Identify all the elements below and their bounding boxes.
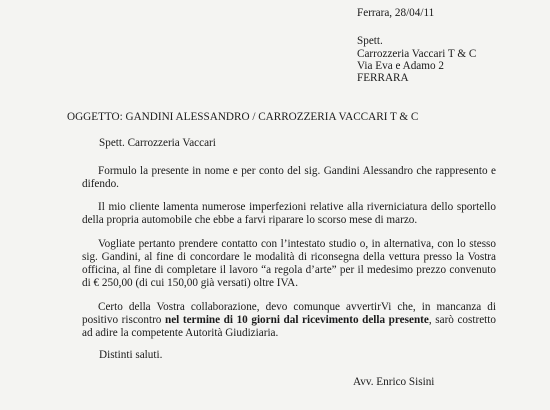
paragraph-1: Formulo la presente in nome e per conto del sig. Gandini Alessandro che rappresento e difendo.: [82, 165, 496, 190]
recipient-city: FERRARA: [357, 72, 409, 84]
signature: Avv. Enrico Sisini: [353, 376, 435, 388]
greeting: Spett. Carrozzeria Vaccari: [99, 137, 216, 149]
recipient-street: Via Eva e Adamo 2: [357, 60, 444, 72]
paragraph-2: Il mio cliente lamenta numerose imperfezioni relative alla riverniciatura dello sportello della propria automobile che ebbe a farvi riparare lo scorso mese di marzo.: [82, 201, 496, 226]
paragraph-4-deadline: nel termine di 10 giorni dal ricevimento della presente: [164, 314, 429, 326]
subject-line: OGGETTO: GANDINI ALESSANDRO / CARROZZERIA VACCARI T & C: [67, 111, 419, 123]
recipient-salutation: Spett.: [357, 35, 383, 47]
place-date: Ferrara, 28/04/11: [357, 7, 435, 19]
paragraph-4-text: Certo della Vostra collaborazione, devo comunque avvertirVi che, in mancanza di positivo riscontro: [82, 301, 496, 326]
paragraph-3: Vogliate pertanto prendere contatto con l’intestato studio o, in alternativa, con lo stesso sig. Gandini, al fine di concordare le modalità di riconsegna della vettura presso la Vostra officina, al fine di completare il lavoro “a regola d’arte” per il medesimo prezzo convenuto di € 250,00 (di cui 150,00 già versati) oltre IVA.: [82, 238, 496, 289]
recipient-name: Carrozzeria Vaccari T & C: [357, 48, 477, 60]
paragraph-4: [82, 301, 496, 340]
paragraph-4-text-end: , sarò costretto ad adire la competente Autorità Giudiziaria.: [82, 314, 496, 339]
closing: Distinti saluti.: [99, 349, 163, 361]
